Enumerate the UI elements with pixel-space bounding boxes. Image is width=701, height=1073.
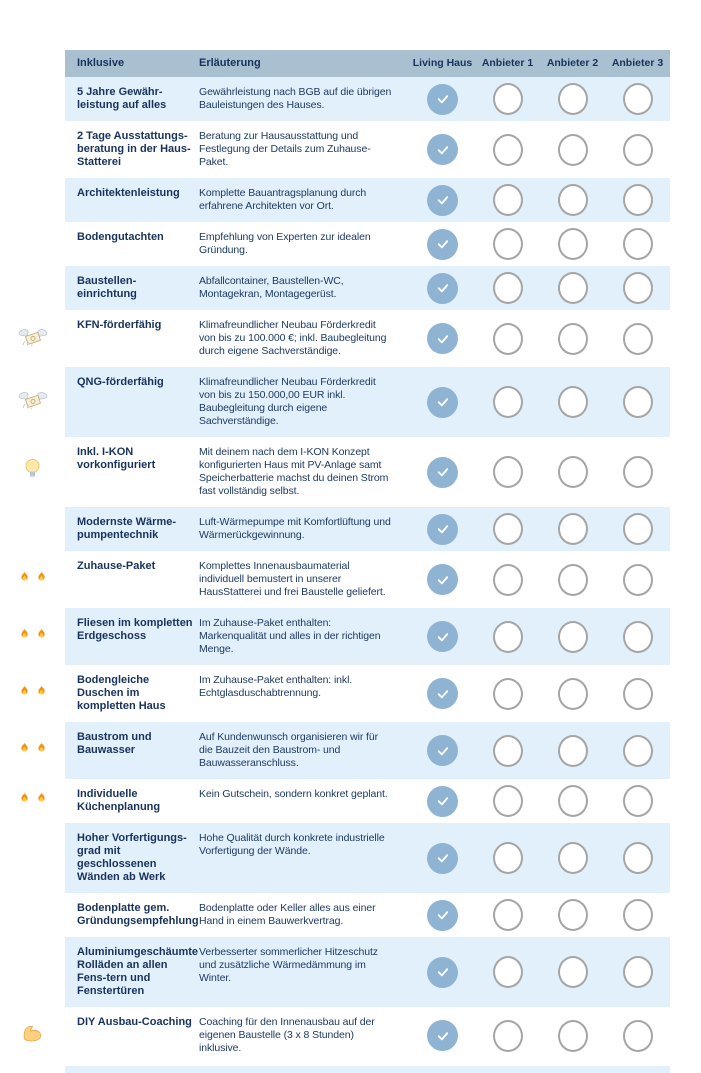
table-row: [0, 222, 670, 266]
mark-cell-anbieter-3: [605, 678, 670, 710]
mark-cell-anbieter-3: [605, 184, 670, 216]
table-row: [0, 121, 670, 178]
mark-cell-anbieter-2: [540, 842, 605, 874]
mark-cell-anbieter-1: [475, 228, 540, 260]
mark-cell-anbieter-3: [605, 83, 670, 115]
feature-name: 5 Jahre Gewähr-leistung auf alles: [77, 86, 167, 111]
feature-description: Empfehlung von Experten zur idealen Gründung.: [199, 231, 371, 256]
mark-cell-anbieter-3: [605, 456, 670, 488]
row-icons: [0, 683, 65, 705]
empty-circle-icon: [493, 513, 523, 545]
provider-marks: [410, 456, 670, 488]
empty-circle-icon: [493, 621, 523, 653]
mark-cell-anbieter-1: [475, 323, 540, 355]
feature-name: Fliesen im kompletten Erdgeschoss: [77, 617, 193, 642]
mark-cell-anbieter-1: [475, 272, 540, 304]
empty-circle-icon: [623, 272, 653, 304]
empty-circle-icon: [623, 323, 653, 355]
table-row: [0, 823, 670, 893]
empty-circle-icon: [623, 134, 653, 166]
mark-cell-anbieter-2: [540, 386, 605, 418]
check-circle-icon: [427, 735, 458, 766]
empty-circle-icon: [493, 1020, 523, 1052]
table-row: [0, 178, 670, 222]
table-row: [0, 310, 670, 367]
empty-circle-icon: [558, 735, 588, 767]
empty-circle-icon: [558, 272, 588, 304]
empty-circle-icon: [623, 184, 653, 216]
empty-circle-icon: [623, 842, 653, 874]
feature-description: Luft-Wärmepumpe mit Komfortlüftung und Wärmerückgewinnung.: [199, 516, 391, 541]
empty-circle-icon: [558, 323, 588, 355]
mark-cell-living-haus: [410, 957, 475, 988]
provider-marks: [410, 564, 670, 596]
header-feature-column: Inklusive: [77, 57, 125, 69]
empty-circle-icon: [493, 272, 523, 304]
check-circle-icon: [427, 84, 458, 115]
empty-circle-icon: [623, 456, 653, 488]
check-circle-icon: [427, 387, 458, 418]
fire-icon: [17, 626, 32, 648]
feature-description: Hohe Qualität durch konkrete industrielle Vorfertigung der Wände.: [199, 832, 385, 857]
comparison-table: [0, 50, 670, 1073]
provider-marks: [410, 735, 670, 767]
empty-circle-icon: [623, 621, 653, 653]
feature-name: Bodengutachten: [77, 231, 164, 243]
mark-cell-anbieter-1: [475, 456, 540, 488]
check-circle-icon: [427, 1020, 458, 1051]
check-circle-icon: [427, 621, 458, 652]
mark-cell-anbieter-1: [475, 564, 540, 596]
empty-circle-icon: [558, 456, 588, 488]
mark-cell-anbieter-1: [475, 83, 540, 115]
row-icons: [0, 626, 65, 648]
mark-cell-anbieter-2: [540, 184, 605, 216]
provider-marks: [410, 621, 670, 653]
provider-marks: [410, 386, 670, 418]
table-row: [0, 608, 670, 665]
mark-cell-anbieter-3: [605, 785, 670, 817]
mark-cell-anbieter-2: [540, 1020, 605, 1052]
provider-marks: [410, 899, 670, 931]
money-with-wings-icon: [18, 388, 48, 416]
fire-icon: [34, 790, 49, 812]
mark-cell-anbieter-3: [605, 735, 670, 767]
table-header: [65, 50, 670, 77]
provider-marks: [410, 184, 670, 216]
mark-cell-anbieter-3: [605, 272, 670, 304]
mark-cell-anbieter-3: [605, 513, 670, 545]
fire-icon: [17, 790, 32, 812]
mark-cell-anbieter-2: [540, 564, 605, 596]
mark-cell-living-haus: [410, 621, 475, 652]
check-circle-icon: [427, 957, 458, 988]
table-row: [0, 437, 670, 507]
header-provider-columns: [410, 50, 670, 77]
fire-icon: [17, 569, 32, 591]
mark-cell-anbieter-1: [475, 386, 540, 418]
feature-name: KFN-förderfähig: [77, 319, 162, 331]
mark-cell-living-haus: [410, 273, 475, 304]
row-icons: [0, 790, 65, 812]
empty-circle-icon: [493, 899, 523, 931]
feature-name: Modernste Wärme-pumpentechnik: [77, 516, 177, 541]
mark-cell-anbieter-1: [475, 134, 540, 166]
empty-circle-icon: [493, 323, 523, 355]
mark-cell-anbieter-2: [540, 735, 605, 767]
feature-name: Individuelle Küchenplanung: [77, 788, 161, 813]
mark-cell-anbieter-2: [540, 134, 605, 166]
mark-cell-anbieter-1: [475, 513, 540, 545]
mark-cell-anbieter-3: [605, 134, 670, 166]
feature-name: DIY Ausbau-Coaching: [77, 1016, 192, 1028]
check-circle-icon: [427, 229, 458, 260]
empty-circle-icon: [623, 1020, 653, 1052]
mark-cell-anbieter-3: [605, 956, 670, 988]
empty-circle-icon: [558, 184, 588, 216]
mark-cell-anbieter-3: [605, 899, 670, 931]
table-row: [0, 722, 670, 779]
empty-circle-icon: [558, 83, 588, 115]
table-row: [0, 266, 670, 310]
feature-description: Klimafreundlicher Neubau Förderkredit von bis zu 100.000 €; inkl. Baubegleitung durch eigene Sachverständige.: [199, 319, 387, 357]
feature-name: QNG-förderfähig: [77, 376, 164, 388]
feature-name: 2 Tage Ausstattungs-beratung in der Haus-Statterei: [77, 130, 191, 168]
check-circle-icon: [427, 185, 458, 216]
feature-description: Verbesserter sommerlicher Hitzeschutz und zusätzliche Wärmedämmung im Winter.: [199, 946, 378, 984]
feature-description: Kein Gutschein, sondern konkret geplant.: [199, 788, 388, 800]
mark-cell-living-haus: [410, 185, 475, 216]
empty-circle-icon: [558, 386, 588, 418]
table-body: [0, 77, 670, 1064]
feature-name: Zuhause-Paket: [77, 560, 156, 572]
mark-cell-living-haus: [410, 134, 475, 165]
check-circle-icon: [427, 457, 458, 488]
feature-description: Gewährleistung nach BGB auf die übrigen Bauleistungen des Hauses.: [199, 86, 392, 111]
fire-icon: [34, 569, 49, 591]
check-circle-icon: [427, 134, 458, 165]
provider-marks: [410, 323, 670, 355]
table-row: [0, 551, 670, 608]
mark-cell-living-haus: [410, 457, 475, 488]
feature-name: Hoher Vorfertigungs-grad mit geschlossenen Wänden ab Werk: [77, 832, 187, 883]
empty-circle-icon: [558, 134, 588, 166]
provider-marks: [410, 956, 670, 988]
mark-cell-anbieter-1: [475, 621, 540, 653]
mark-cell-anbieter-2: [540, 272, 605, 304]
row-icons: [0, 1023, 65, 1048]
empty-circle-icon: [623, 899, 653, 931]
provider-marks: [410, 1020, 670, 1052]
feature-description: Komplettes Innenausbaumaterial individuell bemustert in unserer HausStatterei und frei Baustelle geliefert.: [199, 560, 386, 598]
empty-circle-icon: [623, 228, 653, 260]
mark-cell-living-haus: [410, 786, 475, 817]
fire-icon: [17, 683, 32, 705]
empty-circle-icon: [558, 513, 588, 545]
fire-icon: [17, 740, 32, 762]
feature-name: Architektenleistung: [77, 187, 180, 199]
empty-circle-icon: [493, 184, 523, 216]
empty-circle-icon: [623, 678, 653, 710]
empty-circle-icon: [623, 956, 653, 988]
empty-circle-icon: [493, 456, 523, 488]
empty-circle-icon: [493, 785, 523, 817]
empty-circle-icon: [558, 842, 588, 874]
mark-cell-anbieter-2: [540, 228, 605, 260]
mark-cell-living-haus: [410, 843, 475, 874]
mark-cell-anbieter-2: [540, 83, 605, 115]
feature-name: Aluminiumgeschäumte Rolläden an allen Fens-tern und Fenstertüren: [77, 946, 199, 997]
mark-cell-anbieter-2: [540, 956, 605, 988]
feature-name: Inkl. I-KON vorkonfiguriert: [77, 446, 156, 471]
check-circle-icon: [427, 678, 458, 709]
mark-cell-anbieter-2: [540, 785, 605, 817]
mark-cell-living-haus: [410, 84, 475, 115]
mark-cell-anbieter-3: [605, 386, 670, 418]
mark-cell-anbieter-3: [605, 621, 670, 653]
feature-description: Beratung zur Hausausstattung und Festlegung der Details zum Zuhause-Paket.: [199, 130, 371, 168]
mark-cell-living-haus: [410, 514, 475, 545]
money-with-wings-icon: [18, 325, 48, 353]
empty-circle-icon: [493, 564, 523, 596]
mark-cell-anbieter-2: [540, 456, 605, 488]
header-description-column: Erläuterung: [199, 57, 261, 69]
mark-cell-living-haus: [410, 1020, 475, 1051]
fire-icon: [34, 683, 49, 705]
check-circle-icon: [427, 900, 458, 931]
empty-circle-icon: [558, 785, 588, 817]
mark-cell-anbieter-1: [475, 1020, 540, 1052]
feature-description: Mit deinem nach dem I-KON Konzept konfigurierten Haus mit PV-Anlage samt Speicherbatterie machst du deinen Strom fast vollständig selbst.: [199, 446, 389, 497]
provider-marks: [410, 842, 670, 874]
mark-cell-anbieter-1: [475, 184, 540, 216]
empty-circle-icon: [493, 386, 523, 418]
empty-circle-icon: [493, 956, 523, 988]
mark-cell-living-haus: [410, 387, 475, 418]
mark-cell-living-haus: [410, 564, 475, 595]
provider-marks: [410, 785, 670, 817]
mark-cell-anbieter-1: [475, 785, 540, 817]
mark-cell-living-haus: [410, 678, 475, 709]
mark-cell-living-haus: [410, 735, 475, 766]
empty-circle-icon: [558, 678, 588, 710]
provider-marks: [410, 134, 670, 166]
provider-marks: [410, 228, 670, 260]
empty-circle-icon: [623, 83, 653, 115]
mark-cell-anbieter-2: [540, 323, 605, 355]
empty-circle-icon: [623, 564, 653, 596]
table-row: [0, 779, 670, 823]
feature-description: Im Zuhause-Paket enthalten: inkl. Echtglasduschabtrennung.: [199, 674, 353, 699]
empty-circle-icon: [558, 899, 588, 931]
empty-circle-icon: [493, 134, 523, 166]
row-icons: [0, 456, 65, 488]
table-bottom-strip: [65, 1066, 670, 1073]
mark-cell-anbieter-1: [475, 678, 540, 710]
feature-description: Coaching für den Innenausbau auf der eigenen Baustelle (3 x 8 Stunden) inklusive.: [199, 1016, 375, 1054]
header-provider-3: Anbieter 2: [546, 57, 599, 69]
empty-circle-icon: [493, 228, 523, 260]
row-icons: [0, 388, 65, 416]
table-row: [0, 665, 670, 722]
mark-cell-anbieter-3: [605, 564, 670, 596]
mark-cell-anbieter-3: [605, 1020, 670, 1052]
feature-description: Abfallcontainer, Baustellen-WC, Montagekran, Montagegerüst.: [199, 275, 344, 300]
header-provider-2: Anbieter 1: [481, 57, 534, 69]
mark-cell-anbieter-2: [540, 513, 605, 545]
mark-cell-anbieter-1: [475, 899, 540, 931]
fire-icon: [34, 626, 49, 648]
empty-circle-icon: [493, 83, 523, 115]
empty-circle-icon: [493, 842, 523, 874]
header-provider-4: Anbieter 3: [611, 57, 664, 69]
empty-circle-icon: [558, 1020, 588, 1052]
provider-marks: [410, 513, 670, 545]
table-row: [0, 367, 670, 437]
check-circle-icon: [427, 564, 458, 595]
feature-name: Baustellen-einrichtung: [77, 275, 137, 300]
row-icons: [0, 325, 65, 353]
header-provider-1: Living Haus: [412, 57, 473, 69]
muscle-icon: [21, 1023, 44, 1048]
table-row: [0, 937, 670, 1007]
table-row: [0, 77, 670, 121]
mark-cell-anbieter-1: [475, 956, 540, 988]
feature-name: Baustrom und Bauwasser: [77, 731, 152, 756]
mark-cell-anbieter-3: [605, 323, 670, 355]
table-row: [0, 1007, 670, 1064]
feature-description: Im Zuhause-Paket enthalten: Markenqualität und alles in der richtigen Menge.: [199, 617, 381, 655]
provider-marks: [410, 272, 670, 304]
mark-cell-anbieter-3: [605, 228, 670, 260]
mark-cell-anbieter-2: [540, 678, 605, 710]
feature-description: Komplette Bauantragsplanung durch erfahrene Architekten vor Ort.: [199, 187, 367, 212]
feature-name: Bodenplatte gem. Gründungsempfehlung: [77, 902, 199, 927]
empty-circle-icon: [493, 678, 523, 710]
empty-circle-icon: [558, 956, 588, 988]
check-circle-icon: [427, 273, 458, 304]
feature-description: Bodenplatte oder Keller alles aus einer Hand in einem Bauwerkvertrag.: [199, 902, 376, 927]
empty-circle-icon: [623, 386, 653, 418]
mark-cell-anbieter-3: [605, 842, 670, 874]
row-icons: [0, 740, 65, 762]
mark-cell-living-haus: [410, 229, 475, 260]
provider-marks: [410, 678, 670, 710]
empty-circle-icon: [558, 228, 588, 260]
check-circle-icon: [427, 514, 458, 545]
check-circle-icon: [427, 843, 458, 874]
empty-circle-icon: [493, 735, 523, 767]
feature-description: Klimafreundlicher Neubau Förderkredit von bis zu 150.000,00 EUR inkl. Baubegleitung durch eigene Sachverständige.: [199, 376, 376, 427]
mark-cell-anbieter-2: [540, 621, 605, 653]
lightbulb-icon: [22, 456, 43, 488]
feature-description: Auf Kundenwunsch organisieren wir für die Bauzeit den Baustrom- und Bauwasseranschluss.: [199, 731, 378, 769]
table-row: [0, 893, 670, 937]
mark-cell-anbieter-1: [475, 735, 540, 767]
mark-cell-living-haus: [410, 323, 475, 354]
empty-circle-icon: [623, 513, 653, 545]
empty-circle-icon: [558, 564, 588, 596]
empty-circle-icon: [558, 621, 588, 653]
fire-icon: [34, 740, 49, 762]
provider-marks: [410, 83, 670, 115]
check-circle-icon: [427, 786, 458, 817]
row-icons: [0, 569, 65, 591]
check-circle-icon: [427, 323, 458, 354]
empty-circle-icon: [623, 735, 653, 767]
mark-cell-living-haus: [410, 900, 475, 931]
mark-cell-anbieter-1: [475, 842, 540, 874]
mark-cell-anbieter-2: [540, 899, 605, 931]
empty-circle-icon: [623, 785, 653, 817]
table-row: [0, 507, 670, 551]
feature-name: Bodengleiche Duschen im kompletten Haus: [77, 674, 166, 712]
